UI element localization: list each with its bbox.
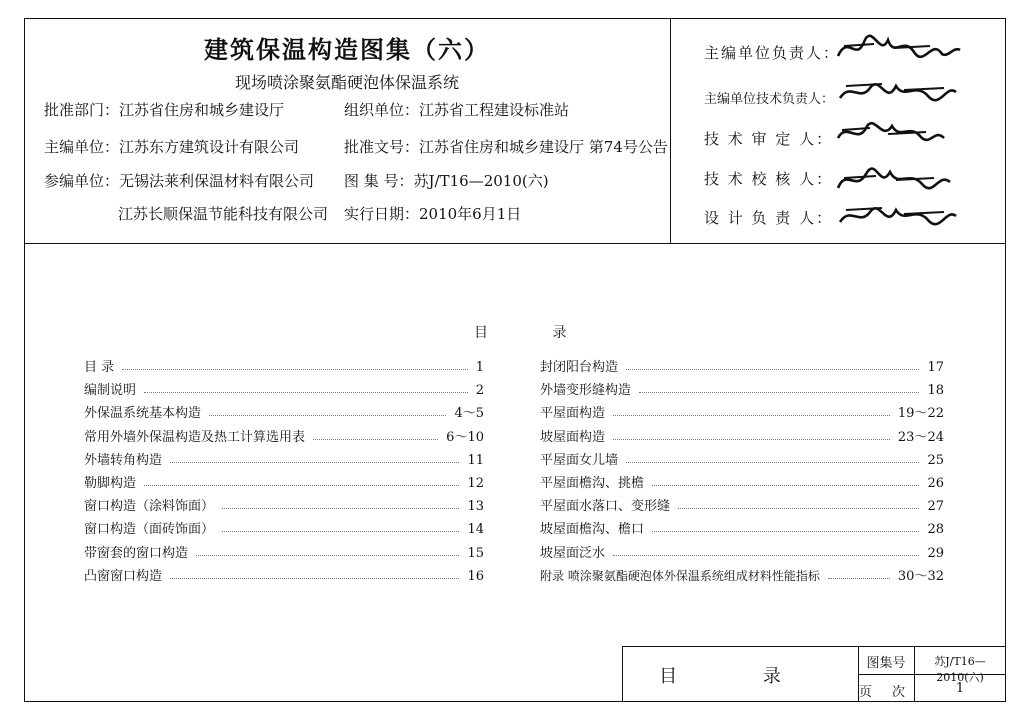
- toc-entry[interactable]: [84, 495, 484, 518]
- toc-leader-dots: [170, 578, 459, 579]
- toc-entry[interactable]: [540, 356, 944, 379]
- toc-entry-page: 15: [467, 545, 484, 561]
- toc-leader-dots: [222, 508, 459, 509]
- toc-entry[interactable]: [540, 426, 944, 449]
- toc-leader-dots: [652, 531, 919, 532]
- toc-leader-dots: [196, 555, 459, 556]
- toc-leader-dots: [613, 555, 919, 556]
- toc-entry-page: 1: [475, 360, 484, 375]
- toc-entry-page: 17: [927, 360, 944, 375]
- toc-entry-label: 坡屋面檐沟、檐口: [540, 522, 645, 538]
- toc-entry-label: 坡屋面泛水: [540, 545, 606, 561]
- toc-entry-label: 常用外墙外保温构造及热工计算选用表: [84, 429, 306, 445]
- toc-entry-page: 2: [475, 383, 484, 399]
- toc-entry-page: 23～24: [897, 429, 944, 445]
- toc-entry[interactable]: [84, 518, 484, 541]
- resp-technical: 主编单位技术负责人：: [704, 92, 835, 107]
- atlas-number-value: 苏J/T16—2010(六): [934, 655, 986, 684]
- signature-3: [834, 114, 964, 154]
- chief-editor-unit: 主编单位：江苏东方建筑设计有限公司: [44, 138, 300, 156]
- toc-entry[interactable]: [540, 565, 944, 588]
- toc-entry-page: 28: [927, 522, 944, 538]
- toc-entry-label: 目 录: [84, 360, 115, 375]
- toc-entry-page: 14: [467, 522, 484, 538]
- toc-leader-dots: [613, 415, 890, 416]
- atlas-title: 建筑保温构造图集（六）: [204, 36, 490, 64]
- resp-review: 技 术 审 定 人：: [704, 130, 834, 148]
- signature-4: [834, 158, 964, 198]
- toc-entry-page: 26: [927, 475, 944, 491]
- signature-1: [834, 28, 964, 68]
- toc-entry-label: 平屋面水落口、变形缝: [540, 499, 671, 515]
- toc-entry[interactable]: [84, 542, 484, 565]
- toc-leader-dots: [613, 439, 890, 440]
- toc-entry-label: 编制说明: [84, 383, 137, 399]
- toc-entry[interactable]: [84, 472, 484, 495]
- toc-leader-dots: [652, 485, 919, 486]
- toc-entry[interactable]: [84, 449, 484, 472]
- co-editor-unit: 参编单位：无锡法莱利保温材料有限公司: [44, 172, 315, 190]
- toc-entry-page: 13: [467, 499, 484, 515]
- toc-entry-label: 平屋面构造: [540, 406, 606, 422]
- toc-entry-page: 19～22: [897, 406, 944, 422]
- atlas-subtitle: 现场喷涂聚氨酯硬泡体保温系统: [234, 73, 459, 92]
- approval-dept: 批准部门：江苏省住房和城乡建设厅: [44, 101, 285, 119]
- toc-entry[interactable]: [84, 426, 484, 449]
- signature-2: [834, 72, 964, 112]
- title-block-title: 目 录: [659, 666, 821, 687]
- toc-entry-label: 凸窗窗口构造: [84, 568, 163, 584]
- toc-entry[interactable]: [84, 402, 484, 425]
- page-number-label: 页 次: [858, 685, 914, 700]
- toc-entry[interactable]: [540, 449, 944, 472]
- toc-leader-dots: [678, 508, 919, 509]
- toc-entry-label: 平屋面檐沟、挑檐: [540, 475, 645, 491]
- toc-entry-label: 平屋面女儿墙: [540, 452, 619, 468]
- toc-leader-dots: [313, 439, 438, 440]
- organizing-unit: 组织单位：江苏省工程建设标准站: [344, 101, 570, 119]
- toc-entry-page: 12: [467, 475, 484, 491]
- toc-leader-dots: [626, 462, 919, 463]
- toc-entry[interactable]: [540, 542, 944, 565]
- signature-5: [834, 196, 964, 236]
- resp-design: 设 计 负 责 人：: [704, 209, 834, 227]
- toc-leader-dots: [209, 415, 446, 416]
- toc-entry[interactable]: [540, 495, 944, 518]
- toc-entry-label: 窗口构造（面砖饰面）: [84, 522, 215, 538]
- toc-leader-dots: [170, 462, 459, 463]
- toc-entry[interactable]: [540, 379, 944, 402]
- toc-leader-dots: [626, 369, 919, 370]
- toc-entry-page: 29: [927, 545, 944, 561]
- toc-entry-label: 外保温系统基本构造: [84, 406, 202, 422]
- toc-entry-page: 25: [927, 452, 944, 468]
- toc-entry-page: 6～10: [446, 429, 484, 445]
- toc-entry[interactable]: [84, 356, 484, 379]
- toc-entry-label: 外墙变形缝构造: [540, 383, 632, 399]
- co-editor-unit-2: 江苏长顺保温节能科技有限公司: [118, 205, 329, 223]
- toc-entry[interactable]: [540, 402, 944, 425]
- toc-entry-page: 18: [927, 383, 944, 399]
- toc-leader-dots: [639, 392, 919, 393]
- toc-leader-dots: [222, 531, 459, 532]
- toc-entry-page: 11: [467, 452, 484, 468]
- toc-entry-page: 4～5: [454, 406, 484, 422]
- approval-document: 批准文号：江苏省住房和城乡建设厅 第74号公告: [344, 138, 668, 156]
- effective-date: 实行日期：2010年6月1日: [344, 205, 522, 223]
- toc-entry[interactable]: [84, 565, 484, 588]
- atlas-number-label: 图集号: [866, 656, 906, 671]
- header-divider: [670, 18, 671, 244]
- resp-chief-unit: 主编单位负责人：: [704, 44, 841, 62]
- toc-entry-label: 外墙转角构造: [84, 452, 163, 468]
- toc-entry-label: 封闭阳台构造: [540, 360, 619, 375]
- toc-entry[interactable]: [540, 472, 944, 495]
- toc-right-column: [540, 356, 944, 588]
- toc-entry[interactable]: [84, 379, 484, 402]
- toc-leader-dots: [828, 578, 890, 579]
- toc-leader-dots: [144, 392, 468, 393]
- toc-entry-page: 16: [467, 568, 484, 584]
- toc-entry-label: 勒脚构造: [84, 475, 137, 491]
- resp-check: 技 术 校 核 人：: [704, 170, 834, 188]
- toc-entry-page: 27: [927, 499, 944, 515]
- toc-entry-label: 带窗套的窗口构造: [84, 545, 189, 561]
- toc-left-column: [84, 356, 484, 588]
- toc-entry-label: 窗口构造（涂料饰面）: [84, 499, 215, 515]
- toc-heading: 目 录: [474, 325, 597, 341]
- toc-entry-label: 坡屋面构造: [540, 429, 606, 445]
- toc-leader-dots: [122, 369, 468, 370]
- toc-entry-label: 附录 喷涂聚氨酯硬泡体外保温系统组成材料性能指标: [540, 568, 820, 583]
- toc-leader-dots: [144, 485, 459, 486]
- page-number-value: 1: [955, 681, 965, 696]
- toc-entry-page: 30～32: [897, 568, 944, 584]
- toc-entry[interactable]: [540, 518, 944, 541]
- atlas-number: 图 集 号：苏J/T16—2010(六): [344, 172, 549, 190]
